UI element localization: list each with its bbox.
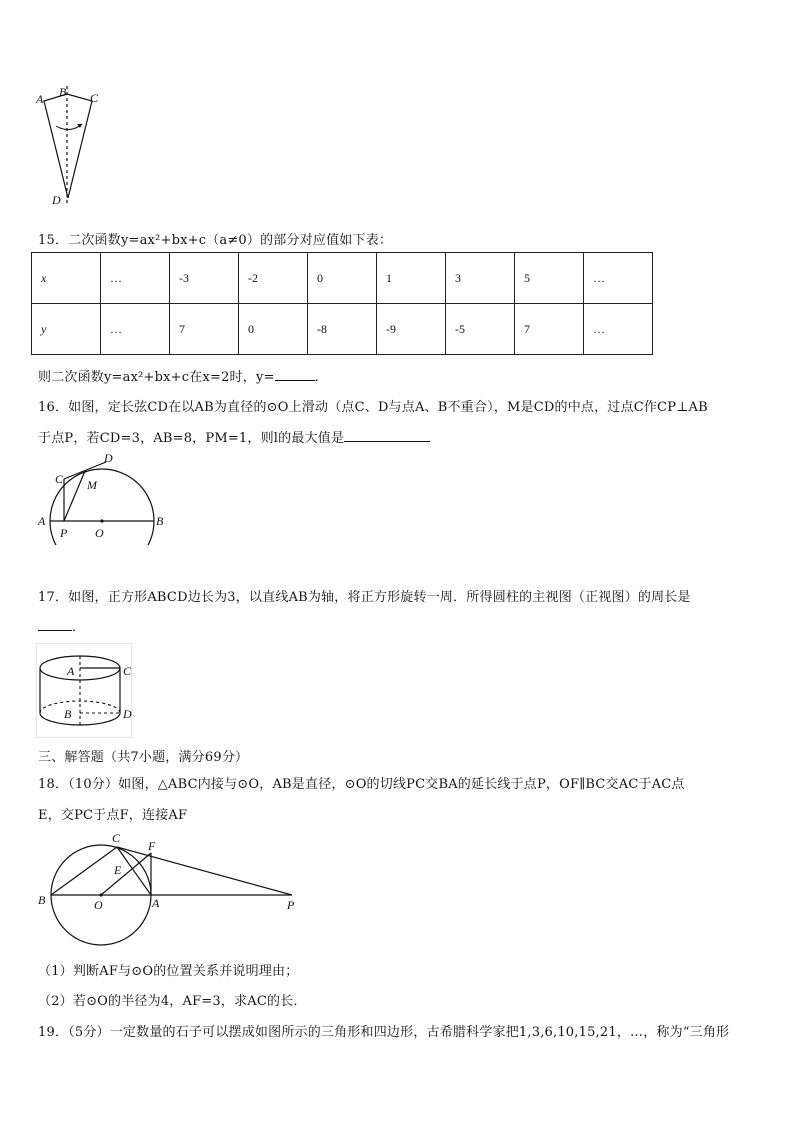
- fig14-diagram: [30, 82, 110, 212]
- q16-label-a: A: [38, 514, 46, 528]
- q18-line1: 18．（10分）如图，△ABC内接与⊙O，AB是直径，⊙O的切线PC交BA的延长线于点P，OF∥BC交AC于AC点: [38, 777, 685, 792]
- table-cell: -2: [239, 253, 308, 304]
- fig14-label-c: C: [90, 91, 99, 105]
- q17-label-d: D: [123, 707, 132, 721]
- q16-question: [38, 427, 430, 446]
- answer-blank: [344, 431, 430, 442]
- q18-label-c: C: [112, 831, 121, 845]
- table-cell: -5: [446, 304, 515, 355]
- table-cell: 7: [170, 304, 239, 355]
- q18-label-e: E: [114, 863, 122, 877]
- q16-line1: 16．如图，定长弦CD在以AB为直径的⊙O上滑动（点C、D与点A、B不重合），M是CD的中点，过点C作CP⊥AB: [38, 400, 708, 415]
- q17-label-c: C: [123, 664, 132, 678]
- fig14-label-a: A: [36, 92, 44, 106]
- table-cell: y: [32, 304, 101, 355]
- q16-label-m: M: [87, 478, 97, 492]
- q17-label-b: B: [64, 707, 72, 721]
- q15-question: [38, 366, 328, 385]
- table-cell: -3: [170, 253, 239, 304]
- q16-label-b: B: [156, 514, 164, 528]
- table-row: [32, 253, 653, 304]
- q15-tail: 则二次函数y=ax²+bx+c在x=2时，y=: [38, 370, 275, 385]
- q18-label-p: P: [287, 898, 295, 912]
- q16-label-o: O: [95, 526, 104, 540]
- q18-circle-diagram: [34, 828, 304, 950]
- answer-blank: [275, 370, 315, 381]
- q17-label-a: A: [67, 664, 75, 678]
- q18-label-o: O: [94, 898, 103, 912]
- q15-stem: 15．二次函数y=ax²+bx+c（a≠0）的部分对应值如下表：: [38, 233, 393, 248]
- q17-line1: 17．如图，正方形ABCD边长为3，以直线AB为轴，将正方形旋转一周．所得圆柱的主视图（正视图）的周长是: [38, 590, 691, 605]
- table-cell: …: [584, 253, 653, 304]
- table-cell: 7: [515, 304, 584, 355]
- table-cell: -8: [308, 304, 377, 355]
- table-cell: 0: [239, 304, 308, 355]
- q18-label-f: F: [148, 839, 156, 853]
- table-cell: 0: [308, 253, 377, 304]
- q17-cylinder-diagram: [36, 643, 136, 739]
- section-heading: 三、解答题（共7小题，满分69分）: [38, 750, 249, 765]
- q15-value-table: [31, 252, 653, 355]
- table-cell: 1: [377, 253, 446, 304]
- q16-line2: 于点P，若CD=3，AB=8，PM=1，则l的最大值是: [38, 431, 345, 446]
- q18-label-b: B: [38, 893, 46, 907]
- table-cell: 5: [515, 253, 584, 304]
- fig14-label-d: D: [52, 193, 61, 207]
- fig14-label-b: B: [59, 85, 67, 99]
- q18-sub1: （1）判断AF与⊙O的位置关系并说明理由；: [38, 964, 299, 979]
- q19-line1: 19．（5分）一定数量的石子可以摆成如图所示的三角形和四边形，古希腊科学家把1,3,6,10,15,21，…，称为“三角形: [38, 1025, 730, 1040]
- q16-label-p: P: [60, 526, 68, 540]
- q18-sub2: （2）若⊙O的半径为4，AF=3，求AC的长．: [38, 994, 307, 1009]
- q17-question: [38, 616, 85, 635]
- table-cell: 3: [446, 253, 515, 304]
- q15-tail-end: ．: [314, 370, 328, 385]
- table-cell: …: [101, 253, 170, 304]
- table-cell: x: [32, 253, 101, 304]
- q17-line2-end: ．: [72, 620, 86, 635]
- q16-label-c: C: [55, 472, 64, 486]
- table-cell: …: [584, 304, 653, 355]
- q18-label-a: A: [152, 896, 160, 910]
- q16-circle-diagram: [34, 450, 174, 545]
- q16-label-d: D: [104, 451, 113, 465]
- table-cell: -9: [377, 304, 446, 355]
- q18-line2: E，交PC于点F，连接AF: [38, 808, 188, 823]
- table-cell: …: [101, 304, 170, 355]
- table-row: [32, 304, 653, 355]
- answer-blank: [38, 620, 72, 631]
